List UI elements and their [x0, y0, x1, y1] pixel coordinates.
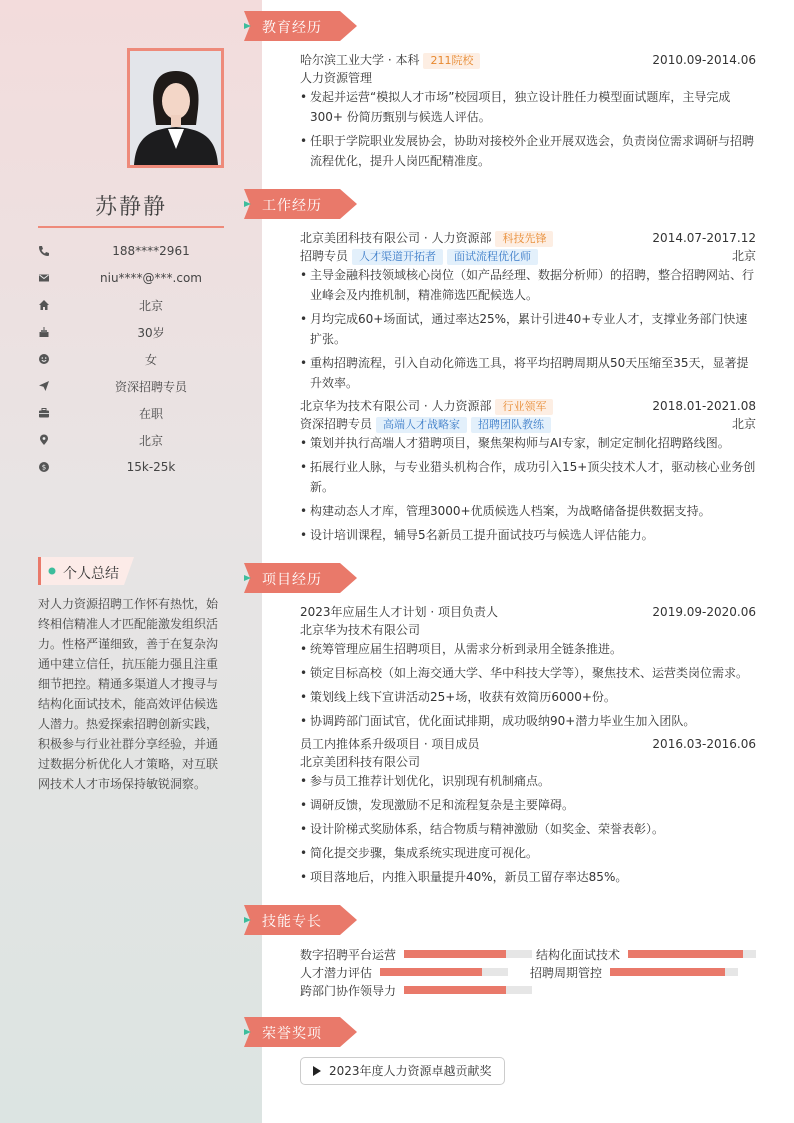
project-bullet: • 项目落地后，内推入职量提升40%，新员工留存率达85%。 — [300, 867, 756, 887]
project-entry — [300, 603, 756, 735]
gender-value: 女 — [144, 352, 157, 367]
summary-text: 对人力资源招聘工作怀有热忱，始终相信精准人才匹配能激发组织活力。性格严谨细致，善于在复杂沟通中建立信任，抗压能力强且注重细节把控。精通多渠道人才搜寻与结构化面试技术，能高效评估候选人潜力。热爱探索招聘创新实践，积极参与行业社群分享经验，并通过数据分析优化人才策略，对互联网技术人才市场保持敏锐洞察。 — [38, 597, 219, 791]
school-name: 哈尔滨工业大学 · 本科 — [300, 53, 420, 67]
role-tag: 招聘团队教练 — [471, 417, 551, 433]
project-name: 2023年应届生人才计划 · 项目负责人 — [300, 605, 498, 619]
project-org: 北京美团科技有限公司 — [300, 755, 421, 769]
work-bullet: • 月均完成60+场面试，通过率达25%，累计引进40+专业人才，支撑业务部门快速扩张。 — [300, 309, 756, 349]
work-title: 工作经历 — [262, 198, 322, 214]
skill-name: 结构化面试技术 — [536, 948, 621, 962]
skill-item — [300, 964, 372, 980]
skill-item — [530, 964, 602, 980]
age-value: 30岁 — [137, 325, 165, 340]
work-bullet: • 主导金融科技领域核心岗位（如产品经理、数据分析师）的招聘，整合招聘网站、行业峰会及内推机制，精准筛选匹配候选人。 — [300, 265, 756, 305]
location-icon — [38, 434, 50, 446]
section-header-awards — [244, 1017, 358, 1047]
project-bullet: • 策划线上线下宣讲活动25+场，收获有效简历6000+份。 — [300, 687, 756, 707]
skill-name: 人才潜力评估 — [300, 966, 373, 980]
job-role: 招聘专员 — [300, 249, 349, 263]
work-entry — [300, 397, 756, 549]
skills-title: 技能专长 — [262, 914, 322, 930]
gender-icon — [38, 353, 50, 365]
section-header-education — [244, 11, 358, 41]
education-date: 2010.09-2014.06 — [652, 53, 756, 67]
project-date: 2016.03-2016.06 — [652, 737, 756, 751]
skill-bar-fill — [610, 968, 725, 976]
home-value: 北京 — [138, 298, 163, 313]
info-row-home — [38, 296, 224, 314]
phone-icon — [38, 245, 50, 257]
skill-name: 数字招聘平台运营 — [300, 948, 397, 962]
project-bullet: • 设计阶梯式奖励体系，结合物质与精神激励（如奖金、荣誉表彰）。 — [300, 819, 756, 839]
project-org: 北京华为技术有限公司 — [300, 623, 421, 637]
skill-bar-fill — [380, 968, 482, 976]
skill-bar-fill — [628, 950, 743, 958]
project-bullet: • 锁定目标高校（如上海交通大学、华中科技大学等），聚焦技术、运营类岗位需求。 — [300, 663, 756, 683]
location-value: 北京 — [138, 433, 163, 448]
salary-value: 15k-25k — [126, 460, 176, 474]
salary-icon — [38, 461, 50, 473]
project-name: 员工内推体系升级项目 · 项目成员 — [300, 737, 480, 751]
work-entry — [300, 229, 756, 397]
project-bullet: • 简化提交步骤，集成系统实现进度可视化。 — [300, 843, 756, 863]
skill-item — [536, 946, 620, 962]
award-badge — [300, 1057, 505, 1085]
name-divider — [38, 226, 224, 228]
info-row-age — [38, 323, 224, 341]
education-entry — [300, 51, 756, 175]
section-header-projects — [244, 563, 358, 593]
company-name: 北京华为技术有限公司 · 人力资源部 — [300, 399, 492, 413]
skill-name: 跨部门协作领导力 — [300, 984, 397, 998]
candidate-name: 苏静静 — [94, 195, 167, 220]
info-row-location — [38, 431, 224, 449]
phone-value: 188****2961 — [112, 244, 190, 258]
role-tag: 面试流程优化师 — [447, 249, 538, 265]
info-row-phone — [38, 242, 224, 260]
project-entry — [300, 735, 756, 891]
skill-bar — [380, 968, 508, 976]
info-row-email — [38, 269, 224, 287]
play-triangle-icon — [313, 1066, 321, 1076]
work-bullet: • 设计培训课程，辅导5名新员工提升面试技巧与候选人评估能力。 — [300, 525, 756, 545]
company-tag: 科技先锋 — [495, 231, 553, 247]
work-bullet: • 重构招聘流程，引入自动化筛选工具，将平均招聘周期从50天压缩至35天，显著提升效率。 — [300, 353, 756, 393]
status-value: 在职 — [138, 406, 163, 421]
role-tag: 高端人才战略家 — [376, 417, 467, 433]
work-bullet: • 拓展行业人脉，与专业猎头机构合作，成功引入15+顶尖技术人才，驱动核心业务创新。 — [300, 457, 756, 497]
mail-icon — [38, 272, 50, 284]
skill-bar — [404, 950, 532, 958]
skill-item — [300, 946, 396, 962]
role-tag: 人才渠道开拓者 — [352, 249, 443, 265]
email-value: niu****@***.com — [100, 271, 202, 285]
send-icon — [38, 380, 50, 392]
work-date: 2018.01-2021.08 — [652, 399, 756, 413]
awards-title: 荣誉奖项 — [262, 1026, 322, 1042]
education-title: 教育经历 — [262, 20, 322, 36]
skill-bar — [628, 950, 756, 958]
projects-title: 项目经历 — [262, 572, 322, 588]
summary-header — [38, 557, 134, 585]
skill-item — [300, 982, 396, 998]
briefcase-icon — [38, 407, 50, 419]
info-row-salary — [38, 458, 224, 476]
job-city: 北京 — [731, 417, 756, 431]
summary-title: 个人总结 — [63, 566, 119, 582]
cake-icon — [38, 326, 50, 338]
award-name: 2023年度人力资源卓越贡献奖 — [329, 1064, 492, 1078]
info-row-position — [38, 377, 224, 395]
project-bullet: • 协调跨部门面试官，优化面试排期，成功吸纳90+潜力毕业生加入团队。 — [300, 711, 756, 731]
work-date: 2014.07-2017.12 — [652, 231, 756, 245]
school-tag: 211院校 — [423, 53, 480, 69]
project-bullet: • 参与员工推荐计划优化，识别现有机制痛点。 — [300, 771, 756, 791]
skill-bar-fill — [404, 950, 506, 958]
company-tag: 行业领军 — [495, 399, 553, 415]
skill-bar — [404, 986, 532, 994]
education-bullet: • 任职于学院职业发展协会，协助对接校外企业开展双选会，负责岗位需求调研与招聘流程优化，提升人岗匹配精准度。 — [300, 131, 756, 171]
svg-text:$: $ — [41, 463, 47, 472]
work-bullet: • 构建动态人才库，管理3000+优质候选人档案，为战略储备提供数据支持。 — [300, 501, 756, 521]
skill-bar-fill — [404, 986, 506, 994]
education-major: 人力资源管理 — [300, 71, 373, 85]
job-city: 北京 — [731, 249, 756, 263]
project-bullet: • 统筹管理应届生招聘项目，从需求分析到录用全链条推进。 — [300, 639, 756, 659]
job-role: 资深招聘专员 — [300, 417, 373, 431]
skill-name: 招聘周期管控 — [530, 966, 603, 980]
position-value: 资深招聘专员 — [114, 379, 187, 394]
section-header-work — [244, 189, 358, 219]
project-bullet: • 调研反馈，发现激励不足和流程复杂是主要障碍。 — [300, 795, 756, 815]
profile-photo — [127, 48, 224, 168]
education-bullet: • 发起并运营“模拟人才市场”校园项目，独立设计胜任力模型面试题库，主导完成300+ 份简历甄别与候选人评估。 — [300, 87, 756, 127]
skill-bar — [610, 968, 738, 976]
company-name: 北京美团科技有限公司 · 人力资源部 — [300, 231, 492, 245]
section-header-skills — [244, 905, 358, 935]
work-bullet: • 策划并执行高端人才猎聘项目，聚焦架构师与AI专家，制定定制化招聘路线图。 — [300, 433, 756, 453]
home-icon — [38, 299, 50, 311]
project-date: 2019.09-2020.06 — [652, 605, 756, 619]
info-row-status — [38, 404, 224, 422]
info-row-gender — [38, 350, 224, 368]
